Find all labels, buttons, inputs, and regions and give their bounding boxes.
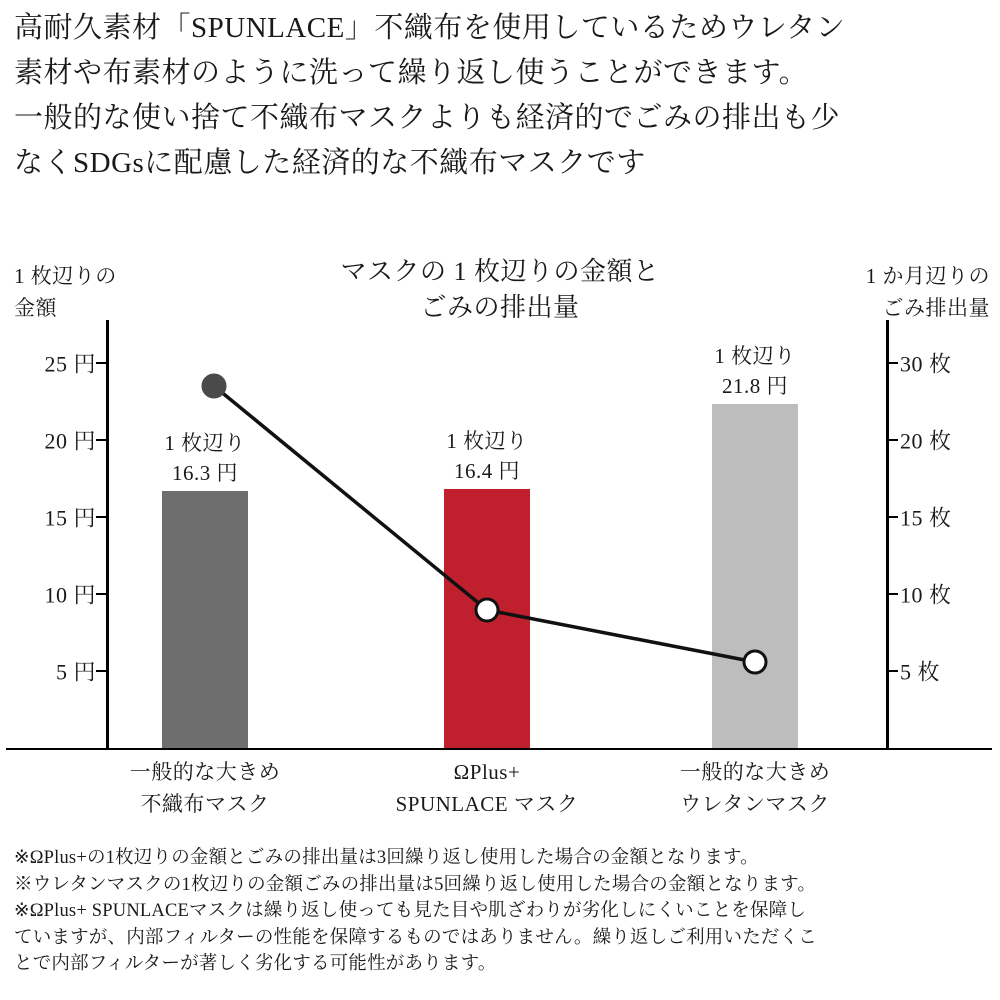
intro-line: 一般的な使い捨て不織布マスクよりも経済的でごみの排出も少: [14, 102, 841, 134]
footnote: ※ΩPlus+ SPUNLACEマスクは繰り返し使っても見た目や肌ざわりが劣化しにくいことを保障し: [14, 901, 807, 921]
category-line2: ウレタンマスク: [680, 792, 830, 816]
chart-title-line2: ごみの排出量: [420, 293, 580, 322]
right-tick-label: 15 枚: [900, 505, 952, 531]
category-line2: SPUNLACE マスク: [395, 792, 579, 816]
category-line1: ΩPlus+: [453, 760, 521, 784]
bar-label-line1: 1 枚辺り: [446, 429, 528, 453]
bar-spunlace: [444, 489, 530, 748]
bar-label-line2: 21.8 円: [722, 374, 788, 398]
bar-label-line1: 1 枚辺り: [164, 431, 246, 455]
category-label-nonwoven: [85, 756, 325, 820]
right-tick-label: 5 枚: [900, 659, 941, 685]
bar-label-nonwoven: [105, 428, 305, 488]
footnotes: [14, 845, 974, 978]
intro-line: 素材や布素材のように洗って繰り返し使うことができます。: [14, 57, 809, 89]
right-axis-label-line1: 1 か月辺りの: [865, 264, 990, 288]
bar-label-spunlace: [387, 426, 587, 486]
chart-figure: [0, 240, 1000, 840]
intro-line: 高耐久素材「SPUNLACE」不織布を使用しているためウレタン: [14, 12, 846, 44]
category-line1: 一般的な大きめ: [129, 760, 281, 784]
category-line1: 一般的な大きめ: [679, 760, 831, 784]
bar-urethane: [712, 404, 798, 748]
bars-layer: [0, 240, 1000, 748]
left-tick-label: 20 円: [44, 428, 96, 454]
right-tick-label: 10 枚: [900, 582, 952, 608]
footnote: ※ΩPlus+の1枚辺りの金額とごみの排出量は3回繰り返し使用した場合の金額となります。: [14, 848, 759, 868]
category-label-spunlace: [367, 756, 607, 820]
right-tick-label: 20 枚: [900, 428, 952, 454]
category-label-urethane: [635, 756, 875, 820]
footnote: ていますが、内部フィルターの性能を保障するものではありません。繰り返しご利用いただくこ: [14, 927, 817, 948]
bar-label-urethane: [655, 341, 855, 401]
bar-nonwoven: [162, 491, 248, 748]
left-axis-label-line1: 1 枚辺りの: [14, 264, 117, 288]
chart-title-line1: マスクの 1 枚辺りの金額と: [340, 257, 660, 286]
left-axis-label-line2: 金額: [14, 296, 57, 320]
left-tick-label: 10 円: [44, 582, 96, 608]
intro-paragraph: [14, 6, 986, 186]
intro-line: なくSDGsに配慮した経済的な不織布マスクです: [14, 147, 646, 179]
x-axis-line: [6, 748, 992, 750]
footnote: ※ウレタンマスクの1枚辺りの金額ごみの排出量は5回繰り返し使用した場合の金額となります。: [14, 874, 817, 895]
bar-label-line1: 1 枚辺り: [714, 344, 796, 368]
bar-label-line2: 16.3 円: [172, 461, 238, 485]
left-tick-label: 15 円: [44, 505, 96, 531]
category-line2: 不織布マスク: [140, 792, 270, 816]
bar-label-line2: 16.4 円: [454, 459, 520, 483]
right-tick-label: 30 枚: [900, 351, 952, 377]
footnote: とで内部フィルターが著しく劣化する可能性があります。: [14, 954, 497, 974]
right-axis-label-line2: ごみ排出量: [882, 296, 990, 320]
left-tick-label: 5 円: [55, 659, 96, 685]
left-tick-label: 25 円: [44, 351, 96, 377]
